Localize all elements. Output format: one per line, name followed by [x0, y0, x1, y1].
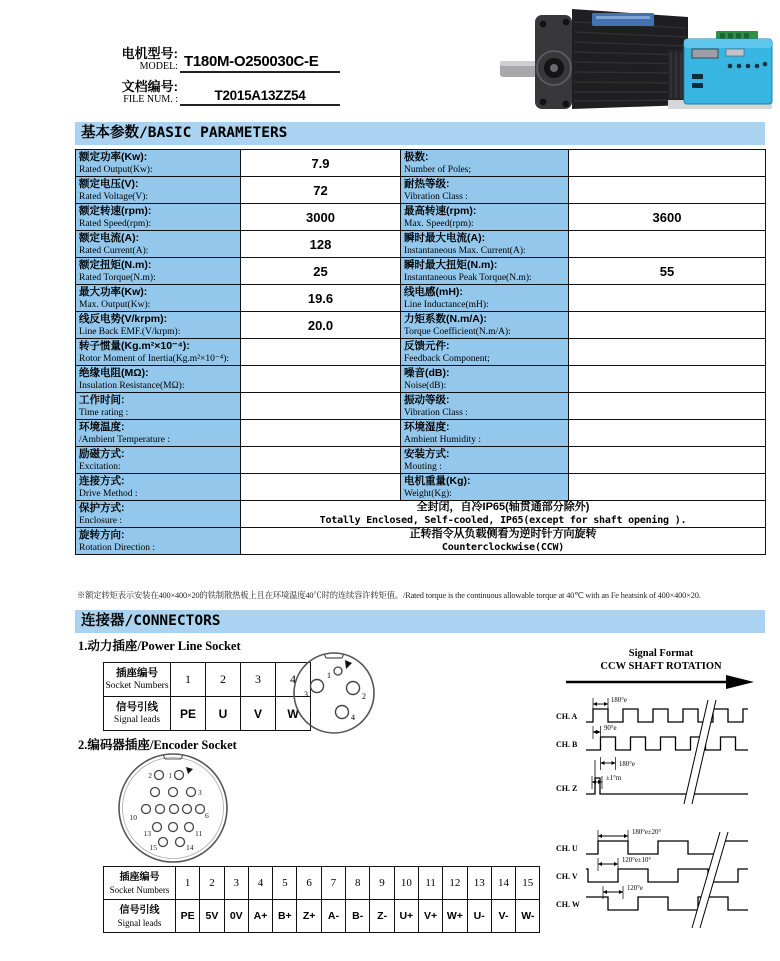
signal-lead-cell: PE: [176, 900, 200, 933]
socket-number-cell: 1: [171, 663, 206, 697]
param-value-cell: [569, 231, 766, 258]
model-row: [110, 46, 380, 73]
param-label-cell: 旋转方向: Rotation Direction :: [76, 528, 241, 555]
signal-lead-cell: W+: [443, 900, 467, 933]
signal-lead-cell: Z+: [297, 900, 321, 933]
param-value-cell: [569, 177, 766, 204]
channel-label: CH. W: [556, 900, 580, 909]
param-label-cell: 环境湿度: Ambient Humidity :: [401, 420, 569, 447]
param-row: [76, 420, 766, 447]
param-value-cell: [569, 285, 766, 312]
param-value-cell: [569, 150, 766, 177]
param-row: [76, 339, 766, 366]
encoder-pin-label-6: 6: [205, 811, 209, 820]
param-label-cell: 工作时间: Time rating :: [76, 393, 241, 420]
power-pin-4: [336, 706, 349, 719]
model-label-cn: 电机型号:: [121, 46, 178, 61]
param-value-cell: [569, 339, 766, 366]
dimension-label: 120°e: [627, 885, 643, 892]
param-row: [76, 312, 766, 339]
socket-numbers-header: 插座编号 Socket Numbers: [104, 663, 171, 697]
orientation-arrow-icon: [345, 660, 352, 669]
param-label-cell: 极数: Number of Poles;: [401, 150, 569, 177]
waveform-trace: [586, 869, 748, 882]
param-row: [76, 177, 766, 204]
param-label-cell: 线反电势(V/krpm): Line Back EMF.(V/krpm):: [76, 312, 241, 339]
param-row: [76, 474, 766, 501]
param-label-cell: 额定转速(rpm): Rated Speed(rpm):: [76, 204, 241, 231]
socket-number-cell: 3: [241, 663, 276, 697]
file-number-row: [110, 79, 380, 106]
param-value-cell: [241, 447, 401, 474]
waveforms: [556, 697, 748, 928]
socket-number-cell: 5: [273, 867, 297, 900]
power-socket-body: [104, 663, 311, 731]
file-label-en: FILE NUM. :: [123, 94, 178, 105]
orientation-arrow-icon: [186, 767, 193, 774]
waveform-trace: [586, 897, 748, 910]
param-label-cell: 环境温度: /Ambient Temperature :: [76, 420, 241, 447]
file-number-value: T2015A13ZZ54: [180, 88, 340, 106]
dimension-label: 90°e: [604, 725, 617, 732]
driver-display: [692, 49, 718, 58]
signal-lead-cell: Z-: [370, 900, 394, 933]
param-value-cell: [241, 420, 401, 447]
param-label-cell: 额定电流(A): Rated Current(A):: [76, 231, 241, 258]
waveform-break: [692, 832, 728, 928]
dimension-label: ±1°m: [606, 775, 622, 782]
socket-number-cell: 14: [491, 867, 515, 900]
param-span-value-cell: 全封闭，自冷IP65(轴贯通部分除外) Totally Enclosed, Self-cooled, IP65(except for shaft opening ).: [241, 501, 766, 528]
enclosure-row: [76, 501, 766, 528]
param-value-cell: 25: [241, 258, 401, 285]
param-value-cell: [569, 420, 766, 447]
dimension-label: 120°e±10°: [622, 857, 652, 864]
rotation-direction-arrowhead: [726, 675, 754, 689]
param-span-value-cell: 正转指令从负载侧看为逆时针方向旋转 Counterclockwise(CCW): [241, 528, 766, 555]
channel-label: CH. B: [556, 740, 578, 749]
param-row: [76, 447, 766, 474]
signal-format-title: Signal Format: [628, 648, 694, 659]
signal-lead-cell: W-: [516, 900, 540, 933]
rated-torque-footnote: ※额定转矩表示安装在400×400×20的铁制散热板上且在环境温度40℃时的连续容许转矩值。/Rated torque is the continuous allowable torque at 40℃ with an Fe heatsink of 400×400×20.: [77, 591, 701, 600]
param-label-cell: 电机重量(Kg): Weight(Kg):: [401, 474, 569, 501]
motor-nameplate: [592, 13, 654, 26]
signal-leads-row: [104, 900, 540, 933]
encoder-socket-body: [104, 867, 540, 933]
signal-lead-cell: V: [241, 697, 276, 731]
param-label-cell: 额定功率(Kw): Rated Output(Kw):: [76, 150, 241, 177]
waveform-trace: [586, 709, 748, 722]
channel-label: CH. U: [556, 844, 578, 853]
signal-format-subtitle: CCW SHAFT ROTATION: [600, 661, 722, 672]
rotation-direction-row: [76, 528, 766, 555]
socket-number-cell: 7: [321, 867, 345, 900]
signal-lead-cell: PE: [171, 697, 206, 731]
dimension-label: 180°e±20°: [632, 829, 662, 836]
basic-parameters-body: [76, 150, 766, 555]
param-label-cell: 瞬时最大扭矩(N.m): Instantaneous Peak Torque(N.m):: [401, 258, 569, 285]
socket-number-cell: 6: [297, 867, 321, 900]
power-pin-label-3: 3: [304, 690, 308, 699]
power-pin-label-2: 2: [362, 692, 366, 701]
basic-parameters-table: [75, 149, 766, 555]
encoder-pin-label-11: 11: [195, 829, 203, 838]
signal-leads-header: 信号引线 Signal leads: [104, 900, 176, 933]
socket-numbers-row: [104, 663, 311, 697]
channel-label: CH. V: [556, 872, 578, 881]
param-value-cell: [569, 447, 766, 474]
param-row: [76, 285, 766, 312]
power-socket-title: 1.动力插座/Power Line Socket: [78, 639, 241, 653]
param-value-cell: 3000: [241, 204, 401, 231]
model-value: T180M-O250030C-E: [180, 53, 340, 73]
param-label-cell: 瞬时最大电流(A): Instantaneous Max. Current(A):: [401, 231, 569, 258]
waveform-trace: [586, 737, 748, 750]
encoder-pin-label-13: 13: [143, 829, 151, 838]
socket-number-cell: 12: [443, 867, 467, 900]
socket-number-cell: 10: [394, 867, 418, 900]
socket-number-cell: 4: [276, 663, 311, 697]
motor-product-photo: [492, 2, 780, 120]
signal-lead-cell: A+: [248, 900, 272, 933]
param-label-cell: 绝缘电阻(MΩ): Insulation Resistance(MΩ):: [76, 366, 241, 393]
socket-number-cell: 9: [370, 867, 394, 900]
param-value-cell: 128: [241, 231, 401, 258]
param-label-cell: 线电感(mH): Line Inductance(mH):: [401, 285, 569, 312]
param-label-cell: 反馈元件: Feedback Component;: [401, 339, 569, 366]
param-value-cell: [241, 366, 401, 393]
socket-number-cell: 13: [467, 867, 491, 900]
power-pin-3: [311, 680, 324, 693]
encoder-pin-label-2: 2: [148, 771, 152, 780]
waveform-break: [684, 700, 716, 804]
param-value-cell: [569, 366, 766, 393]
power-pin-label-4: 4: [351, 713, 355, 722]
signal-leads-header: 信号引线 Signal leads: [104, 697, 171, 731]
param-row: [76, 231, 766, 258]
param-label-cell: 最大功率(Kw): Max. Output(Kw):: [76, 285, 241, 312]
param-value-cell: [241, 474, 401, 501]
dimension-label: 180°e: [611, 697, 627, 704]
model-label-en: MODEL:: [139, 61, 178, 72]
channel-label: CH. A: [556, 712, 578, 721]
encoder-pin-label-15: 15: [149, 843, 157, 852]
socket-number-cell: 8: [346, 867, 370, 900]
signal-lead-cell: U: [206, 697, 241, 731]
param-label-cell: 保护方式: Enclosure :: [76, 501, 241, 528]
param-value-cell: [569, 474, 766, 501]
socket-number-cell: 15: [516, 867, 540, 900]
param-label-cell: 励磁方式: Excitation:: [76, 447, 241, 474]
power-pin-label-1: 1: [327, 671, 331, 680]
encoder-pin-label-10: 10: [129, 813, 137, 822]
signal-lead-cell: 5V: [200, 900, 224, 933]
socket-number-cell: 2: [200, 867, 224, 900]
param-row: [76, 150, 766, 177]
signal-leads-row: [104, 697, 311, 731]
header-block: [110, 46, 380, 112]
param-label-cell: 振动等级: Vibration Class :: [401, 393, 569, 420]
param-value-cell: [241, 393, 401, 420]
encoder-pin-label-3: 3: [198, 788, 202, 797]
param-label-cell: 最高转速(rpm): Max. Speed(rpm):: [401, 204, 569, 231]
param-value-cell: 72: [241, 177, 401, 204]
socket-numbers-header: 插座编号 Socket Numbers: [104, 867, 176, 900]
power-socket-diagram: [291, 650, 377, 736]
param-row: [76, 204, 766, 231]
signal-lead-cell: W: [276, 697, 311, 731]
socket-number-cell: 11: [418, 867, 442, 900]
signal-lead-cell: B+: [273, 900, 297, 933]
param-label-cell: 噪音(dB): Noise(dB):: [401, 366, 569, 393]
param-label-cell: 耐热等级: Vibration Class :: [401, 177, 569, 204]
section-header-basic-parameters: 基本参数/BASIC PARAMETERS: [75, 122, 765, 145]
param-value-cell: [569, 393, 766, 420]
param-row: [76, 366, 766, 393]
dimension-label: 180°e: [619, 761, 635, 768]
param-value-cell: [241, 339, 401, 366]
signal-lead-cell: 0V: [224, 900, 248, 933]
param-label-cell: 安装方式: Mouting :: [401, 447, 569, 474]
socket-number-cell: 3: [224, 867, 248, 900]
param-row: [76, 258, 766, 285]
signal-format-diagram: [548, 642, 776, 947]
power-socket-table: [103, 662, 311, 731]
socket-number-cell: 2: [206, 663, 241, 697]
channel-label: CH. Z: [556, 784, 578, 793]
param-value-cell: 20.0: [241, 312, 401, 339]
param-label-cell: 连接方式: Drive Method :: [76, 474, 241, 501]
param-value-cell: [569, 312, 766, 339]
socket-numbers-row: [104, 867, 540, 900]
param-value-cell: 55: [569, 258, 766, 285]
signal-lead-cell: B-: [346, 900, 370, 933]
param-value-cell: 3600: [569, 204, 766, 231]
encoder-socket-table: [103, 866, 540, 933]
signal-lead-cell: V-: [491, 900, 515, 933]
encoder-pin-label-14: 14: [186, 843, 194, 852]
param-value-cell: 7.9: [241, 150, 401, 177]
socket-number-cell: 4: [248, 867, 272, 900]
power-pin-2: [347, 682, 360, 695]
param-label-cell: 额定扭矩(N.m): Rated Torque(N.m):: [76, 258, 241, 285]
param-label-cell: 转子惯量(Kg.m²×10⁻⁴): Rotor Moment of Inertia(Kg.m²×10⁻⁴):: [76, 339, 241, 366]
encoder-pin-label-1: 1: [168, 771, 172, 780]
signal-lead-cell: V+: [418, 900, 442, 933]
param-row: [76, 393, 766, 420]
signal-lead-cell: A-: [321, 900, 345, 933]
param-label-cell: 力矩系数(N.m/A): Torque Coefficient(N.m/A):: [401, 312, 569, 339]
encoder-socket-title: 2.编码器插座/Encoder Socket: [78, 738, 237, 752]
power-pin-1: [334, 667, 342, 675]
param-value-cell: 19.6: [241, 285, 401, 312]
param-label-cell: 额定电压(V): Rated Voltage(V):: [76, 177, 241, 204]
file-label-cn: 文档编号:: [121, 79, 178, 94]
signal-lead-cell: U+: [394, 900, 418, 933]
socket-number-cell: 1: [176, 867, 200, 900]
encoder-socket-diagram: [113, 750, 233, 866]
section-header-connectors: 连接器/CONNECTORS: [75, 610, 765, 633]
signal-lead-cell: U-: [467, 900, 491, 933]
